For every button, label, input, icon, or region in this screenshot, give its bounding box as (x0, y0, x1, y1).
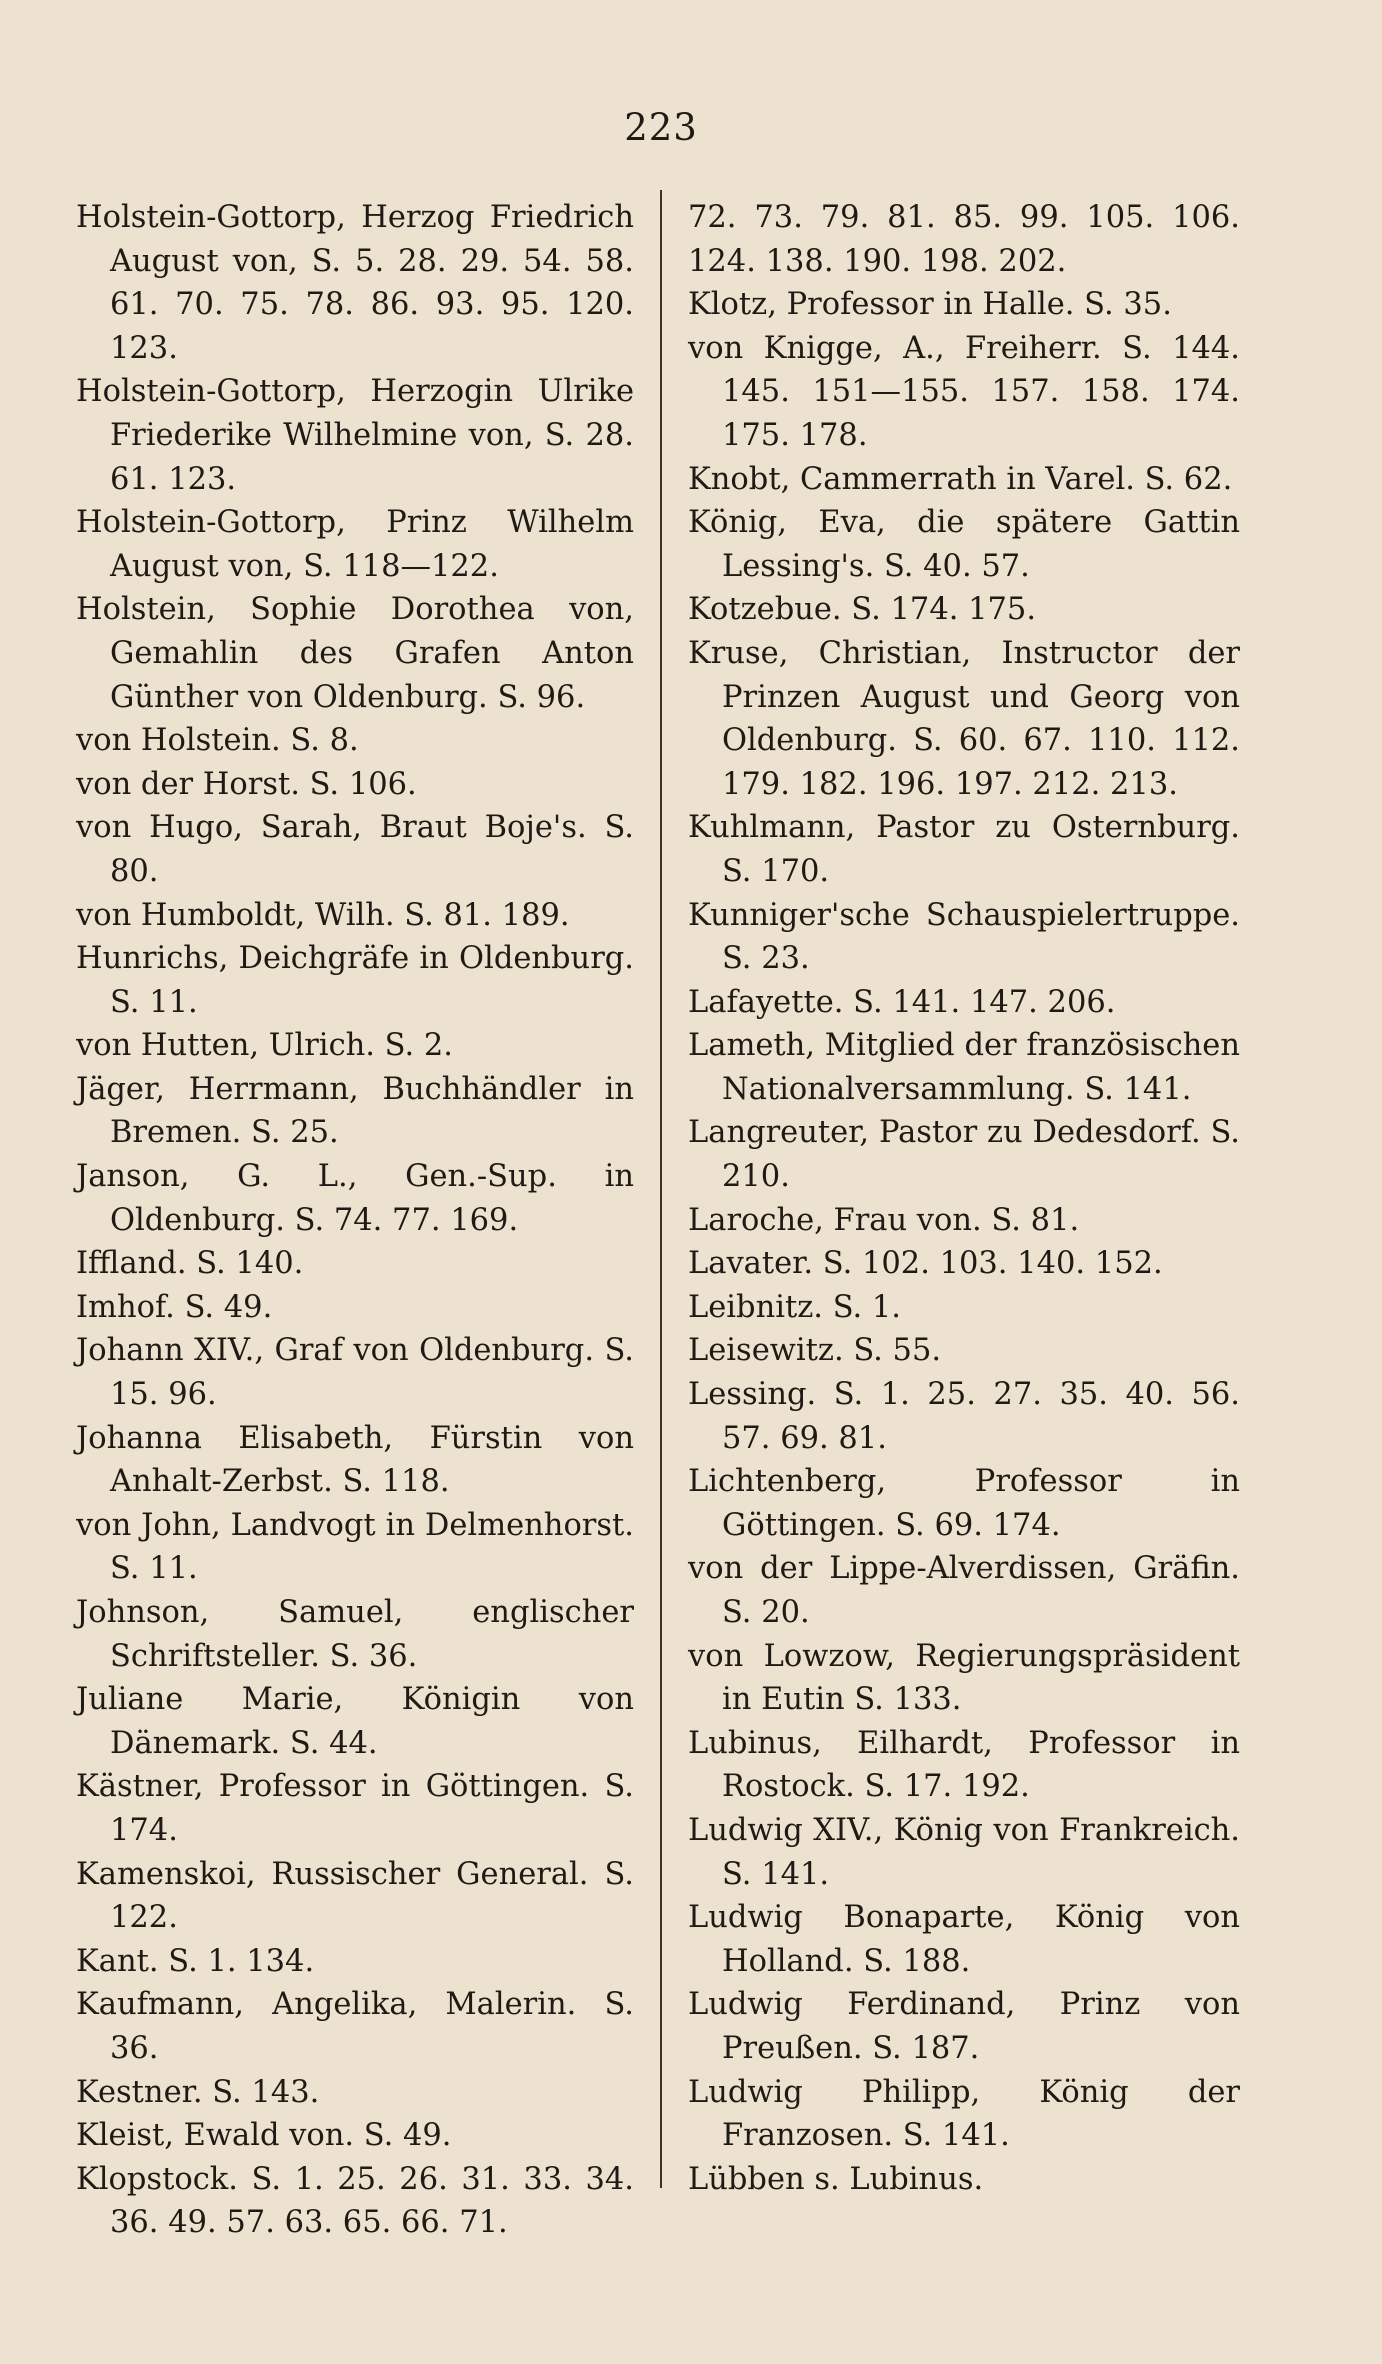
index-entry: von Humboldt, Wilh. S. 81. 189. (76, 897, 570, 933)
index-entry: Klopstock. S. 1. 25. 26. 31. 33. 34. 36. 49. 57. 63. 65. 66. 71. (76, 2161, 634, 2241)
index-entry: Leibnitz. S. 1. (688, 1289, 901, 1325)
index-entry: Holstein-Gottorp, Herzogin Ulrike Friederike Wilhelmine von, S. 28. 61. 123. (76, 374, 634, 497)
index-entry: Ludwig Bonaparte, König von Holland. S. 188. (688, 1900, 1240, 1979)
index-entry-continuation: 72. 73. 79. 81. 85. 99. 105. 106. 124. 138. 190. 198. 202. (688, 200, 1240, 279)
index-entry: Kaufmann, Angelika, Malerin. S. 36. (76, 1987, 634, 2066)
index-entry: Ludwig Ferdinand, Prinz von Preußen. S. 187. (688, 1987, 1240, 2066)
index-entry: Klotz, Professor in Halle. S. 35. (688, 287, 1172, 323)
index-entry: Kant. S. 1. 134. (76, 1943, 315, 1979)
index-entry: Kästner, Professor in Göttingen. S. 174. (76, 1769, 634, 1848)
index-entry: von der Lippe-Alverdissen, Gräfin. S. 20. (688, 1551, 1240, 1630)
index-entry: Lafayette. S. 141. 147. 206. (688, 984, 1116, 1020)
index-entry: Kruse, Christian, Instructor der Prinzen August und Georg von Oldenburg. S. 60. 67. 110. 112. 179. 182. 196. 197. 212. 213. (688, 635, 1240, 802)
index-column-left (76, 196, 634, 2245)
index-entry: von Knigge, A., Freiherr. S. 144. 145. 151—155. 157. 158. 174. 175. 178. (688, 330, 1240, 453)
index-entry: Hunrichs, Deichgräfe in Oldenburg. S. 11. (76, 941, 634, 1020)
index-entry: Lübben s. Lubinus. (688, 2161, 984, 2197)
index-entry: König, Eva, die spätere Gattin Lessing's. S. 40. 57. (688, 505, 1240, 584)
column-divider (660, 190, 662, 2188)
index-entry: Leisewitz. S. 55. (688, 1333, 942, 1369)
index-entry: Johanna Elisabeth, Fürstin von Anhalt-Zerbst. S. 118. (76, 1420, 634, 1500)
index-entry: Knobt, Cammerrath in Varel. S. 62. (688, 461, 1233, 497)
index-entry: Johann XIV., Graf von Oldenburg. S. 15. 96. (76, 1333, 634, 1413)
index-entry: Lameth, Mitglied der französischen Nationalversammlung. S. 141. (688, 1028, 1240, 1107)
index-entry: von Hutten, Ulrich. S. 2. (76, 1028, 453, 1064)
index-entry: Laroche, Frau von. S. 81. (688, 1202, 1080, 1238)
index-entry: Lichtenberg, Professor in Göttingen. S. 69. 174. (688, 1464, 1240, 1543)
index-entry: Iffland. S. 140. (76, 1246, 304, 1282)
index-entry: Lubinus, Eilhardt, Professor in Rostock. S. 17. 192. (688, 1725, 1240, 1805)
index-entry: Kleist, Ewald von. S. 49. (76, 2118, 452, 2154)
index-entry: Janson, G. L., Gen.-Sup. in Oldenburg. S. 74. 77. 169. (76, 1159, 634, 1238)
index-entry: Kunniger'sche Schauspielertruppe. S. 23. (688, 897, 1240, 977)
index-entry: von der Horst. S. 106. (76, 766, 417, 802)
index-entry: Ludwig Philipp, König der Franzosen. S. 141. (688, 2074, 1240, 2154)
index-entry: Holstein, Sophie Dorothea von, Gemahlin des Grafen Anton Günther von Oldenburg. S. 96. (76, 592, 634, 715)
index-entry: Kuhlmann, Pastor zu Osternburg. S. 170. (688, 810, 1240, 889)
index-entry: Jäger, Herrmann, Buchhändler in Bremen. S. 25. (76, 1071, 634, 1151)
index-entry: Kamenskoi, Russischer General. S. 122. (76, 1856, 634, 1936)
index-entry: Ludwig XIV., König von Frankreich. S. 141. (688, 1812, 1240, 1892)
index-entry: Juliane Marie, Königin von Dänemark. S. 44. (76, 1682, 634, 1761)
index-entry: Kestner. S. 143. (76, 2074, 320, 2110)
index-entry: Johnson, Samuel, englischer Schriftsteller. S. 36. (76, 1595, 634, 1674)
index-entry: von John, Landvogt in Delmenhorst. S. 11. (76, 1507, 634, 1587)
index-column-right (688, 196, 1240, 2201)
index-entry: Lavater. S. 102. 103. 140. 152. (688, 1246, 1163, 1282)
index-entry: von Lowzow, Regierungspräsident in Eutin S. 133. (688, 1638, 1240, 1718)
index-entry: Imhof. S. 49. (76, 1289, 273, 1325)
index-entry: Lessing. S. 1. 25. 27. 35. 40. 56. 57. 69. 81. (688, 1377, 1240, 1456)
index-entry: Kotzebue. S. 174. 175. (688, 592, 1037, 628)
index-entry: von Hugo, Sarah, Braut Boje's. S. 80. (76, 810, 634, 889)
index-entry: Holstein-Gottorp, Herzog Friedrich August von, S. 5. 28. 29. 54. 58. 61. 70. 75. 78. 86. 93. 95. 120. 123. (76, 200, 634, 366)
index-entry: von Holstein. S. 8. (76, 723, 359, 759)
index-entry: Langreuter, Pastor zu Dedesdorf. S. 210. (688, 1115, 1240, 1195)
index-entry: Holstein-Gottorp, Prinz Wilhelm August von, S. 118—122. (76, 505, 634, 584)
page-number: 223 (624, 106, 698, 149)
